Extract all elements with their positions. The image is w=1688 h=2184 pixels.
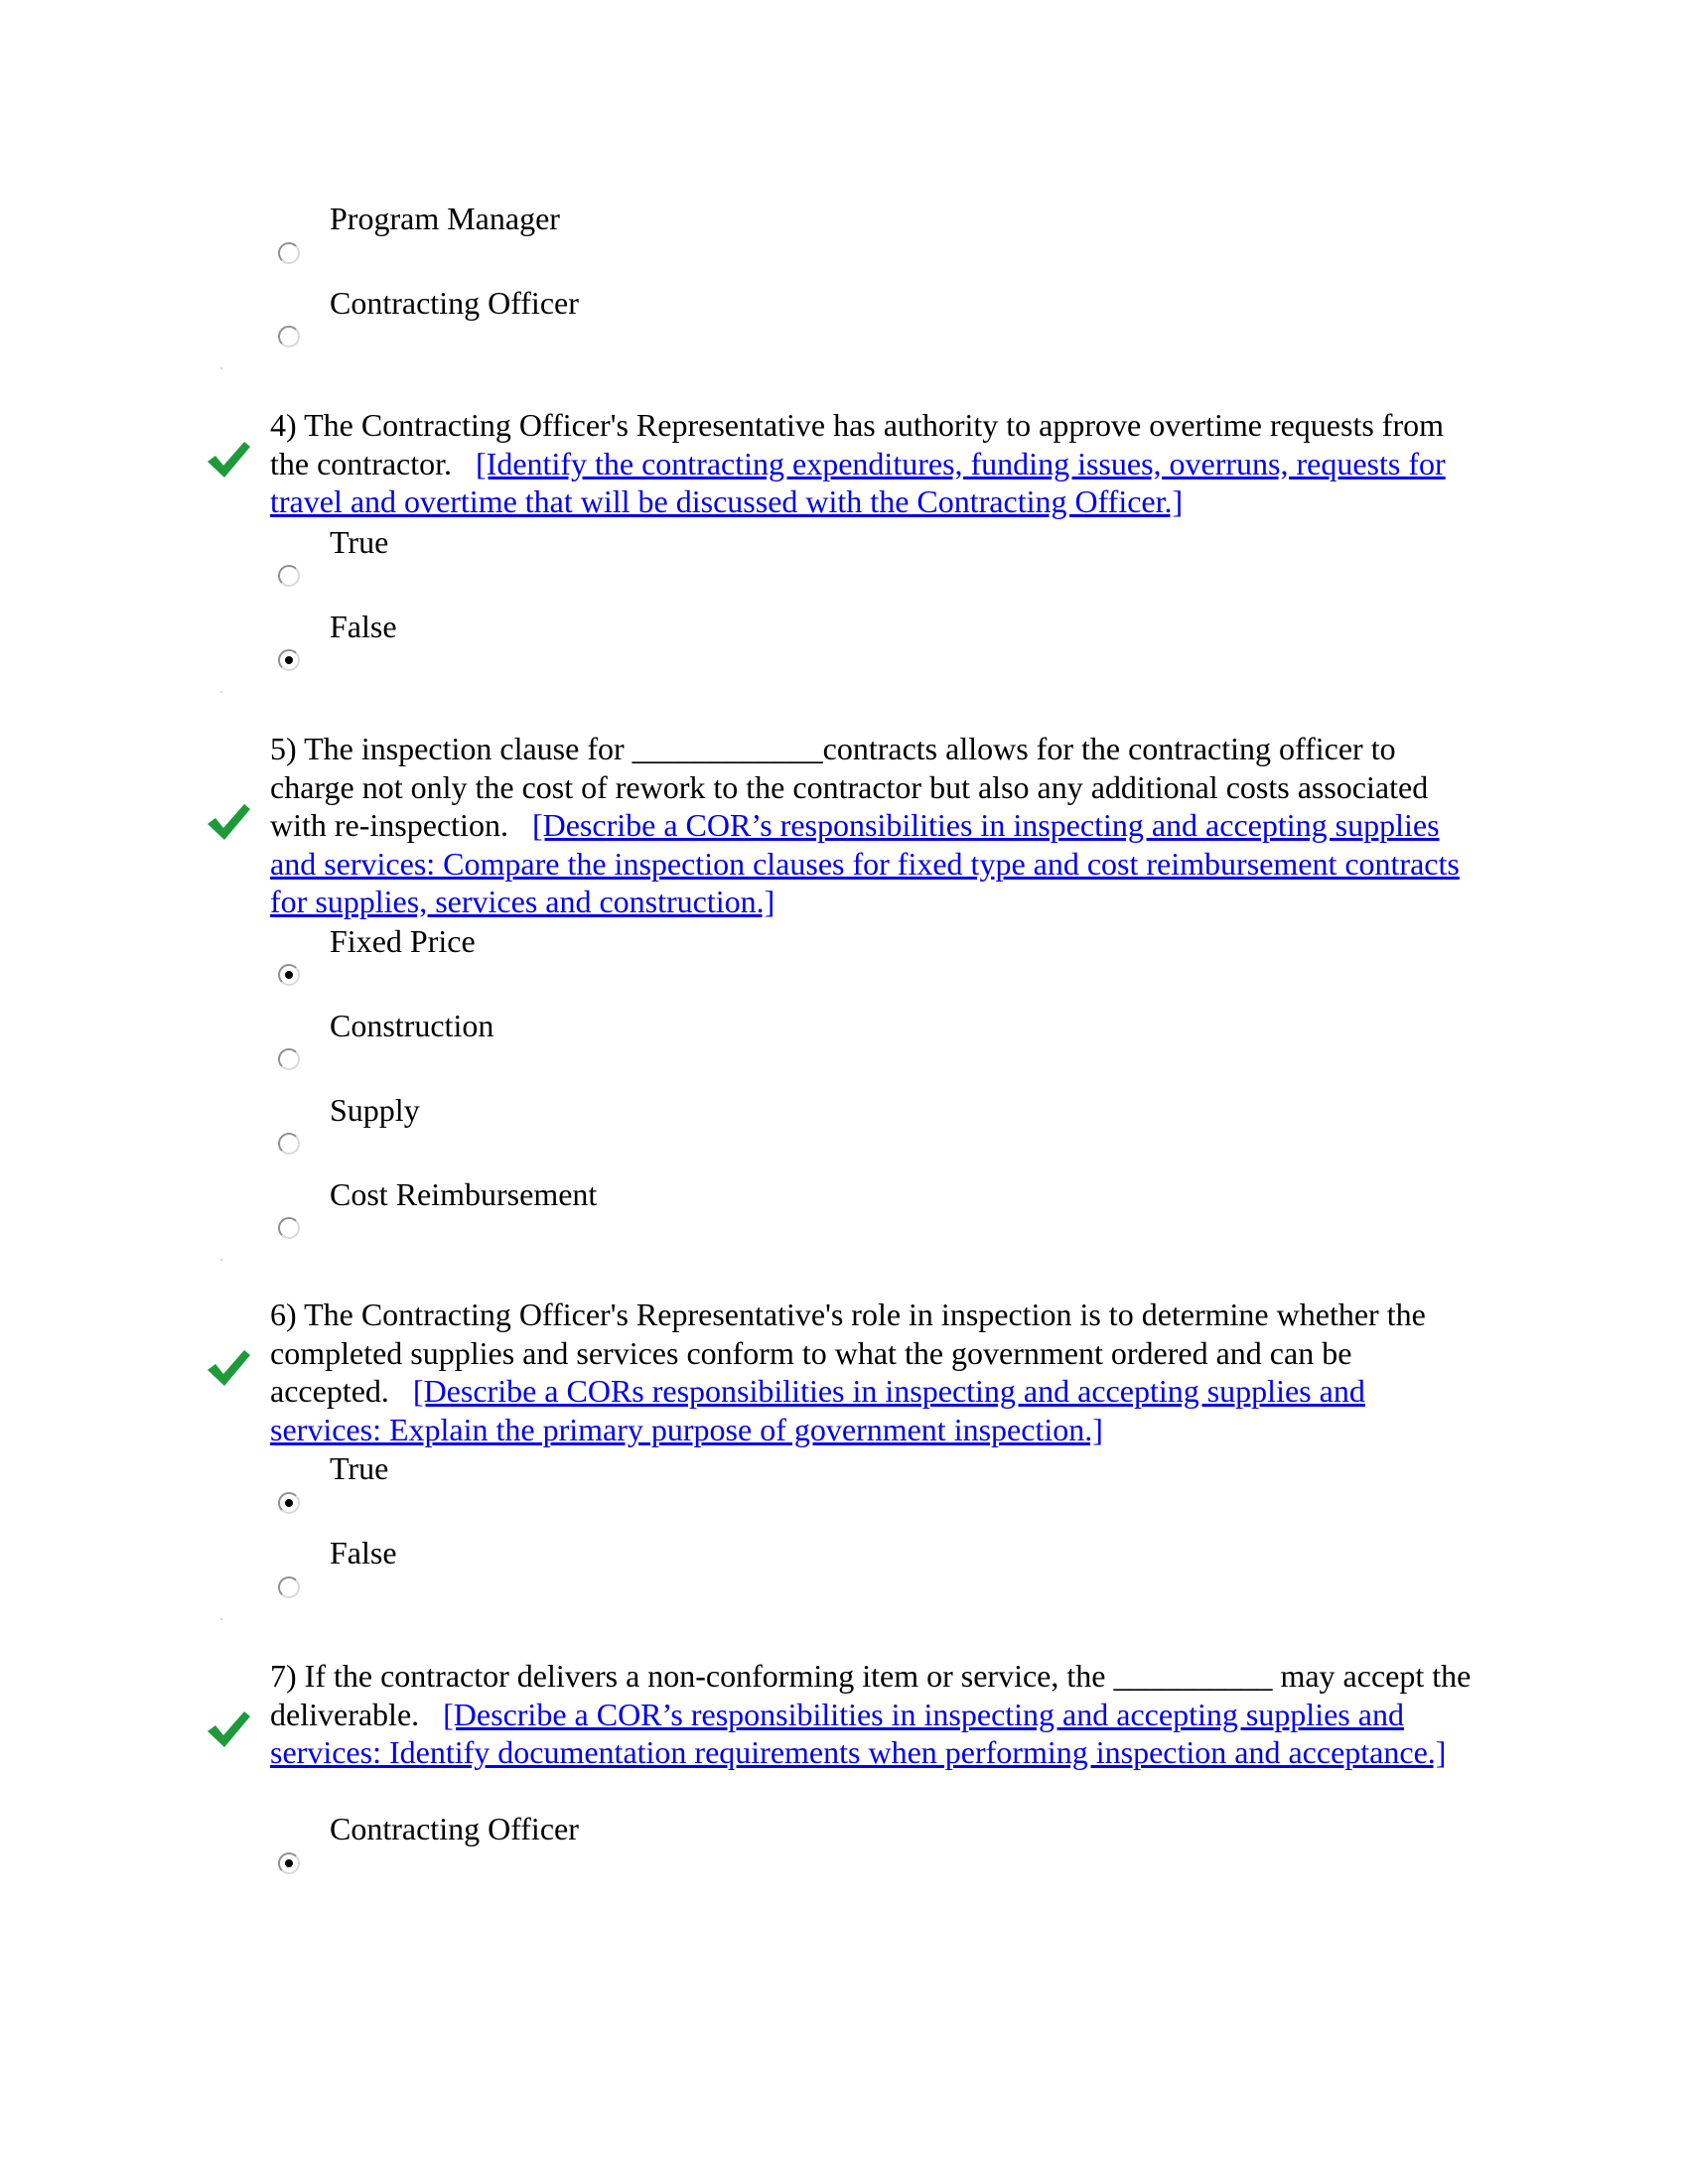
separator-dot xyxy=(220,367,222,369)
q6-option-label-true: True xyxy=(330,1450,389,1486)
q7-option-label-contracting-officer: Contracting Officer xyxy=(330,1811,579,1846)
question-4-reference-link[interactable]: [Identify the contracting expenditures, funding issues, overruns, requests for travel and overtime that will be discussed with the Contracting Officer.] xyxy=(270,445,1446,519)
q5-option-label-construction: Construction xyxy=(330,1008,494,1043)
q5-option-radio-cost-reimbursement[interactable] xyxy=(278,1217,300,1239)
question-7-text: 7) If the contractor delivers a non-conforming item or service, the __________ may accept the deliverable. xyxy=(270,1658,1472,1732)
checkmark-icon xyxy=(205,1346,252,1390)
question-4 xyxy=(270,406,1481,521)
q3-option-radio-program-manager[interactable] xyxy=(278,242,300,264)
separator-dot xyxy=(220,691,222,693)
q4-option-label-true: True xyxy=(330,524,389,560)
q7-option-radio-contracting-officer[interactable] xyxy=(278,1852,300,1874)
question-6 xyxy=(270,1296,1481,1448)
separator-dot xyxy=(220,1618,222,1620)
question-5-reference-link[interactable]: [Describe a COR’s responsibilities in inspecting and accepting supplies and services: Compare the inspection clauses for fixed type and cost reimbursement contracts for supplies, services and construction.] xyxy=(270,807,1460,919)
q4-option-label-false: False xyxy=(330,609,397,644)
q3-option-label-contracting-officer: Contracting Officer xyxy=(330,285,579,321)
q6-option-label-false: False xyxy=(330,1535,397,1570)
q3-option-radio-contracting-officer[interactable] xyxy=(278,326,300,347)
question-7 xyxy=(270,1657,1481,1772)
checkmark-icon xyxy=(205,800,252,844)
question-4-text: 4) The Contracting Officer's Representative has authority to approve overtime requests from the contractor. xyxy=(270,407,1444,481)
q5-option-label-fixed-price: Fixed Price xyxy=(330,923,476,959)
question-6-reference-link[interactable]: [Describe a CORs responsibilities in inspecting and accepting supplies and services: Explain the primary purpose of government inspection.] xyxy=(270,1373,1365,1447)
question-7-reference-link[interactable]: [Describe a COR’s responsibilities in inspecting and accepting supplies and services: Identify documentation requirements when performing inspection and acceptance.] xyxy=(270,1696,1447,1770)
q5-option-label-cost-reimbursement: Cost Reimbursement xyxy=(330,1176,598,1212)
q6-option-radio-false[interactable] xyxy=(278,1576,300,1598)
q5-option-label-supply: Supply xyxy=(330,1092,420,1128)
q5-option-radio-supply[interactable] xyxy=(278,1133,300,1155)
q5-option-radio-construction[interactable] xyxy=(278,1048,300,1070)
question-6-text: 6) The Contracting Officer's Representative's role in inspection is to determine whether the completed supplies and services conform to what the government ordered and can be accepted. xyxy=(270,1297,1426,1409)
q4-option-radio-false[interactable] xyxy=(278,649,300,671)
q4-option-radio-true[interactable] xyxy=(278,565,300,587)
q3-option-label-program-manager: Program Manager xyxy=(330,201,560,236)
separator-dot xyxy=(220,1259,222,1261)
q6-option-radio-true[interactable] xyxy=(278,1492,300,1514)
checkmark-icon xyxy=(205,1707,252,1751)
question-5 xyxy=(270,730,1481,921)
question-5-text: 5) The inspection clause for ____________contracts allows for the contracting officer to charge not only the cost of rework to the contractor but also any additional costs associated with re-inspection. xyxy=(270,731,1429,843)
checkmark-icon xyxy=(205,438,252,481)
q5-option-radio-fixed-price[interactable] xyxy=(278,964,300,986)
